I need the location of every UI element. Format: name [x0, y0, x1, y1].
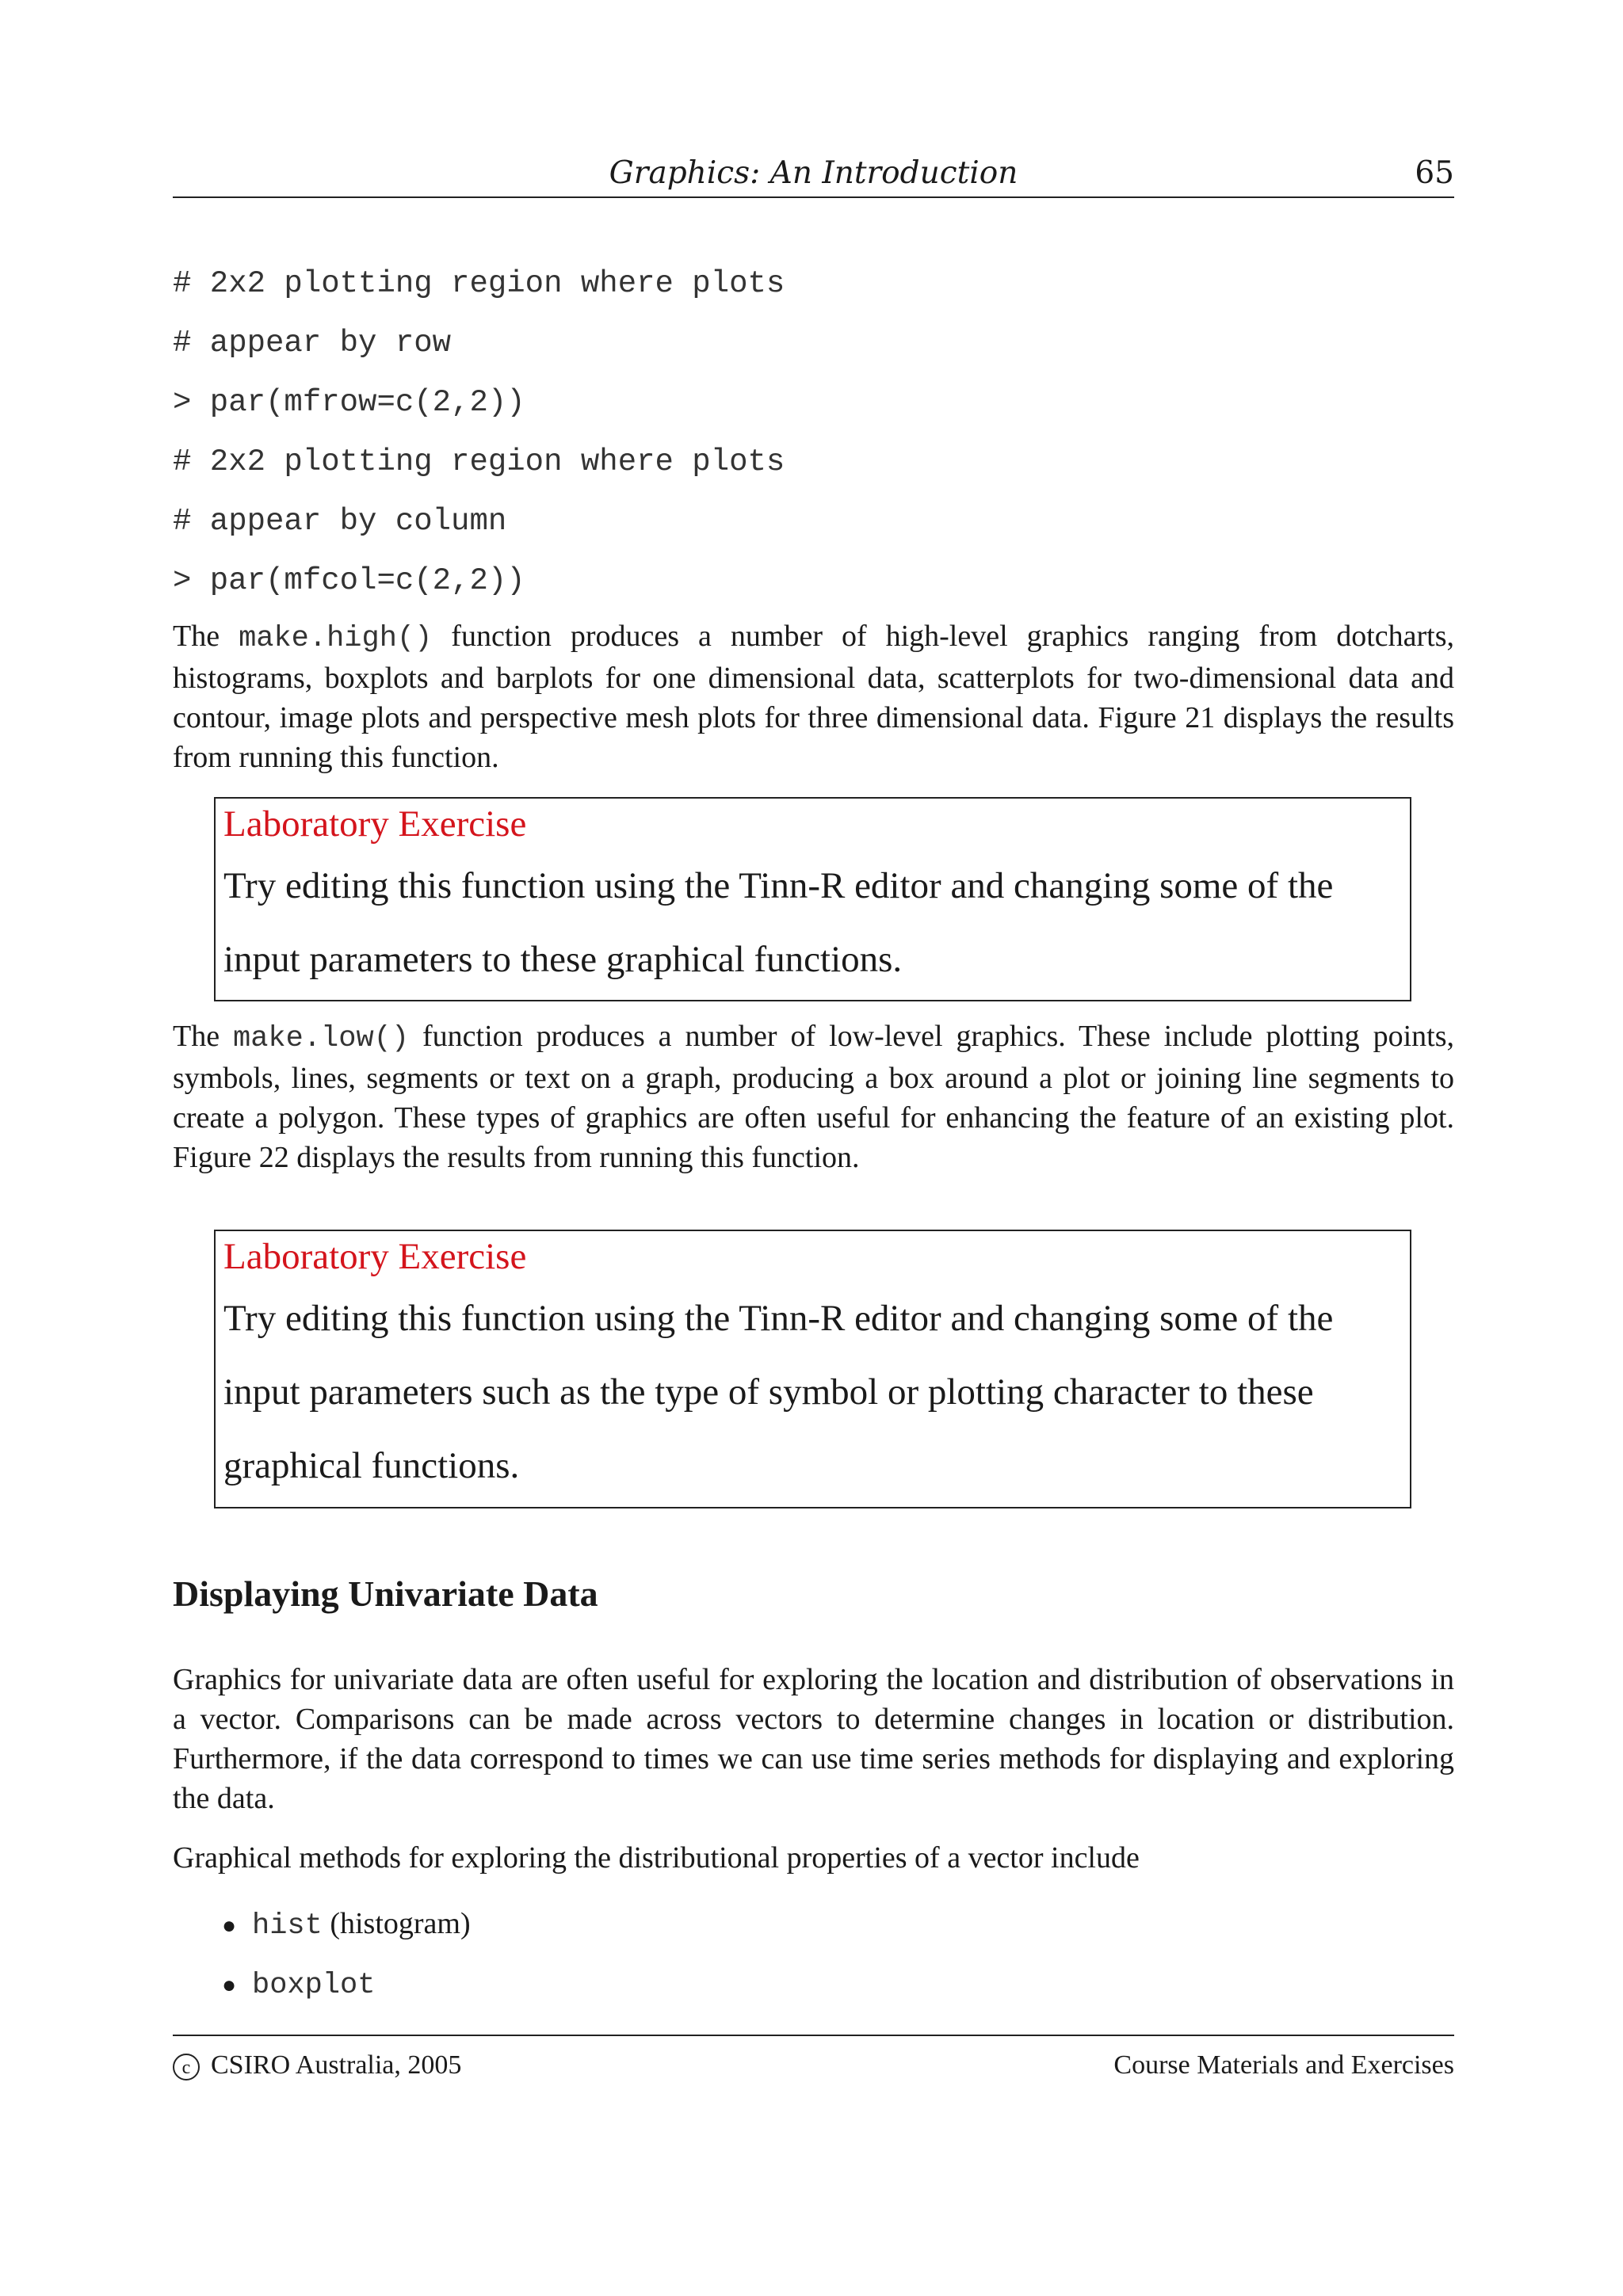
lab-exercise-body: Try editing this function using the Tinn-R editor and changing some of the input parameters such as the type of symbol or plotting character to these graphical functions. — [223, 1298, 1334, 1486]
inline-code: make.low() — [233, 1022, 410, 1055]
code-line: > par(mfcol=c(2,2)) — [173, 563, 525, 598]
inline-code: boxplot — [252, 1969, 376, 2002]
running-header — [173, 152, 1454, 198]
laboratory-exercise-box — [214, 797, 1411, 1001]
footer-left — [173, 2050, 461, 2081]
code-line: # appear by row — [173, 326, 452, 360]
paragraph-text: function produces a number of low-level graphics. These include plotting points, symbols, lines, segments or text on a graph, producing a box around a plot or joining line segments to create a polygon. These types of graphics are often useful for enhancing the feature of an existing plot. Figure 22 displays the results from running this function. — [173, 1020, 1455, 1174]
copyright-icon: c — [173, 2054, 200, 2081]
paragraph-text: The — [173, 1020, 234, 1053]
code-block — [173, 261, 1454, 618]
code-line: # appear by column — [173, 504, 507, 539]
lab-exercise-title: Laboratory Exercise — [223, 1236, 527, 1277]
code-line: > par(mfrow=c(2,2)) — [173, 385, 525, 420]
bullet-icon: ● — [222, 1913, 237, 1939]
bullet-list — [222, 1901, 471, 2020]
section-paragraph: Graphics for univariate data are often useful for exploring the location and distribution of observations in a vector. Comparisons can be made across vectors to determine changes in location or distribution. Furthermore, if the data correspond to times we can use time series methods for displaying and exploring the data. — [173, 1663, 1454, 1815]
inline-code: hist — [252, 1909, 323, 1943]
code-line: # 2x2 plotting region where plots — [173, 266, 785, 301]
lab-exercise-title: Laboratory Exercise — [223, 803, 527, 845]
list-item-text: (histogram) — [322, 1907, 471, 1940]
inline-code: make.high() — [239, 622, 433, 655]
laboratory-exercise-box — [214, 1230, 1411, 1508]
section-paragraph: Graphical methods for exploring the distributional properties of a vector include — [173, 1841, 1140, 1875]
page-footer — [173, 2035, 1454, 2080]
page-number: 65 — [1415, 155, 1454, 191]
footer-copyright-text: CSIRO Australia, 2005 — [211, 2050, 462, 2080]
list-item — [222, 1961, 471, 2020]
header-title: Graphics: An Introduction — [609, 155, 1018, 191]
section-heading: Displaying Univariate Data — [173, 1573, 598, 1614]
paragraph-make-high — [173, 616, 1454, 777]
bullet-icon: ● — [222, 1972, 237, 1998]
paragraph-text: function produces a number of high-level graphics ranging from dotcharts, histograms, boxplots and barplots for one dimensional data, scatterplots for two-dimensional data and contour, image plots and perspective mesh plots for three dimensional data. Figure 21 displays the results from running this function. — [173, 620, 1455, 774]
lab-exercise-body: Try editing this function using the Tinn-R editor and changing some of the input parameters to these graphical functions. — [223, 865, 1334, 980]
code-line: # 2x2 plotting region where plots — [173, 444, 785, 479]
paragraph-text: The — [173, 620, 239, 653]
footer-right: Course Materials and Exercises — [1113, 2050, 1454, 2080]
list-item — [222, 1901, 471, 1961]
paragraph-make-low — [173, 1016, 1454, 1177]
